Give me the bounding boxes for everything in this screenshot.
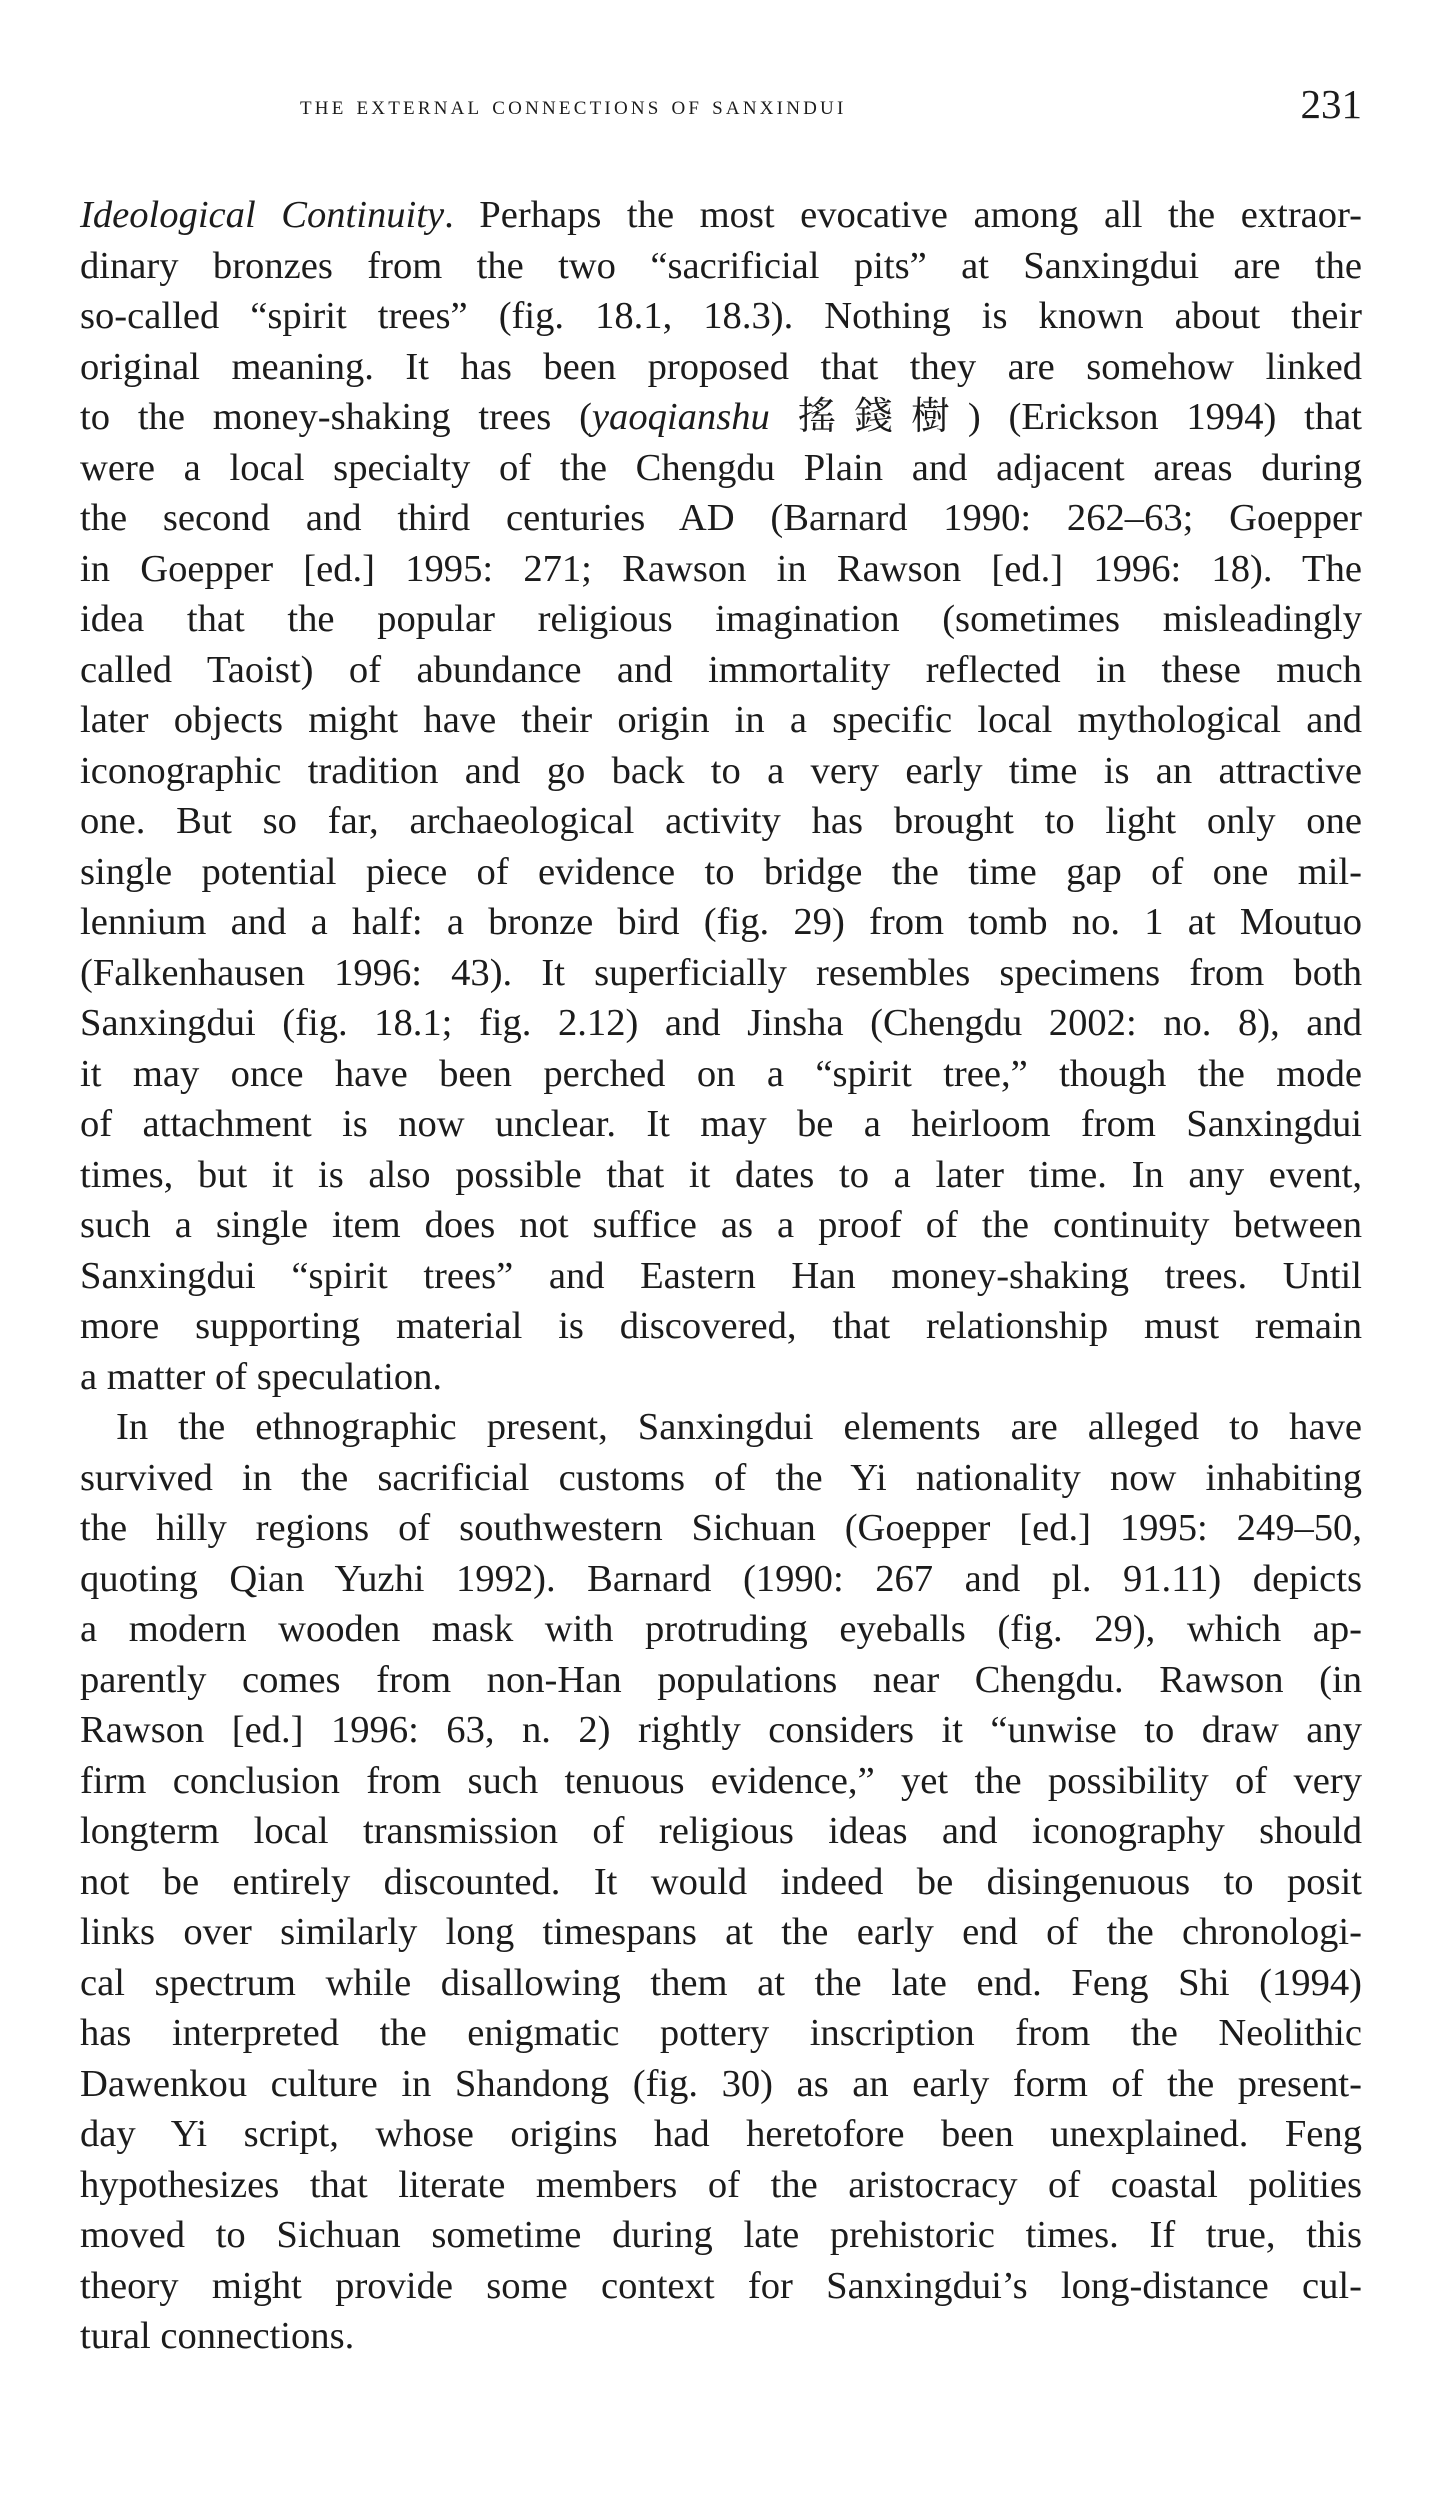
text-line: longterm local transmission of religious ideas and iconography should [80, 1810, 1362, 1852]
text-line: of attachment is now unclear. It may be a heirloom from Sanxingdui [80, 1103, 1362, 1145]
text-line: were a local specialty of the Chengdu Plain and adjacent areas during [80, 446, 1362, 489]
text-line: theory might provide some context for Sanxingdui’s long-distance cul- [80, 2264, 1362, 2307]
text-line: single potential piece of evidence to bridge the time gap of one mil- [80, 850, 1362, 893]
text-line: Rawson [ed.] 1996: 63, n. 2) rightly considers it “unwise to draw any [80, 1709, 1362, 1751]
text-line: Sanxingdui “spirit trees” and Eastern Han money-shaking trees. Until [80, 1254, 1362, 1297]
text-line: quoting Qian Yuzhi 1992). Barnard (1990: 267 and pl. 91.11) depicts [80, 1557, 1362, 1600]
text-line: In the ethnographic present, Sanxingdui elements are alleged to have [116, 1406, 1362, 1448]
running-head-title: the external connections of sanxindui [300, 90, 847, 120]
page-number: 231 [1300, 81, 1362, 127]
text-line: a modern wooden mask with protruding eyeballs (fig. 29), which ap- [80, 1608, 1362, 1650]
text-line: cal spectrum while disallowing them at the late end. Feng Shi (1994) [80, 1961, 1362, 2004]
text-line: lennium and a half: a bronze bird (fig. 29) from tomb no. 1 at Moutuo [80, 901, 1362, 943]
paragraph-ideological-continuity [80, 190, 1362, 1402]
text-line: tural connections. [80, 2315, 355, 2357]
text-line: survived in the sacrificial customs of the Yi nationality now inhabiting [80, 1456, 1362, 1499]
text-line: a matter of speculation. [80, 1355, 443, 1398]
body-text [80, 190, 1362, 2362]
text-line: it may once have been perched on a “spirit tree,” though the mode [80, 1052, 1362, 1095]
text-line: more supporting material is discovered, that relationship must remain [80, 1305, 1362, 1347]
text-line: not be entirely discounted. It would indeed be disingenuous to posit [80, 1860, 1362, 1903]
text-line: so-called “spirit trees” (fig. 18.1, 18.3). Nothing is known about their [80, 295, 1362, 337]
text-line: dinary bronzes from the two “sacrificial pits” at Sanxingdui are the [80, 244, 1362, 287]
text-line: one. But so far, archaeological activity has brought to light only one [80, 800, 1362, 842]
paragraph-ethnographic-present [80, 1402, 1362, 2362]
text-line: Dawenkou culture in Shandong (fig. 30) as an early form of the present- [80, 2062, 1362, 2105]
text-line: to the money-shaking trees (yaoqianshu 搖錢樹) (Erickson 1994) that [80, 396, 1362, 438]
text-line: the second and third centuries AD (Barnard 1990: 262–63; Goepper [80, 497, 1362, 539]
text-line: idea that the popular religious imagination (sometimes misleadingly [80, 598, 1362, 640]
text-line: parently comes from non-Han populations near Chengdu. Rawson (in [80, 1658, 1362, 1701]
text-line: iconographic tradition and go back to a very early time is an attractive [80, 749, 1362, 792]
text-line: links over similarly long timespans at the early end of the chronologi- [80, 1911, 1362, 1953]
text-line: times, but it is also possible that it dates to a later time. In any event, [80, 1153, 1362, 1196]
text-line: Sanxingdui (fig. 18.1; fig. 2.12) and Jinsha (Chengdu 2002: no. 8), and [80, 1002, 1362, 1044]
text-line: the hilly regions of southwestern Sichuan (Goepper [ed.] 1995: 249–50, [80, 1507, 1362, 1549]
section-heading: Ideological Continuity [80, 194, 445, 236]
text-line: moved to Sichuan sometime during late prehistoric times. If true, this [80, 2214, 1362, 2256]
italic-term: yaoqianshu [591, 396, 770, 438]
text-line: Ideological Continuity. Perhaps the most evocative among all the extraor- [80, 194, 1362, 236]
text-line: firm conclusion from such tenuous evidence,” yet the possibility of very [80, 1759, 1362, 1802]
running-head [80, 80, 1362, 130]
text-line: hypothesizes that literate members of the aristocracy of coastal polities [80, 2163, 1362, 2206]
text-line: (Falkenhausen 1996: 43). It superficially resembles specimens from both [80, 951, 1362, 994]
text-line: called Taoist) of abundance and immortality reflected in these much [80, 648, 1362, 691]
text-line: later objects might have their origin in a specific local mythological and [80, 699, 1362, 741]
text-line: such a single item does not suffice as a proof of the continuity between [80, 1204, 1362, 1246]
text-line: original meaning. It has been proposed that they are somehow linked [80, 345, 1362, 388]
chinese-term: 搖錢樹 [797, 396, 968, 438]
text-line: in Goepper [ed.] 1995: 271; Rawson in Rawson [ed.] 1996: 18). The [80, 547, 1362, 590]
book-page [80, 0, 1362, 2496]
text-line: day Yi script, whose origins had heretofore been unexplained. Feng [80, 2113, 1362, 2155]
text-line: has interpreted the enigmatic pottery inscription from the Neolithic [80, 2012, 1362, 2054]
